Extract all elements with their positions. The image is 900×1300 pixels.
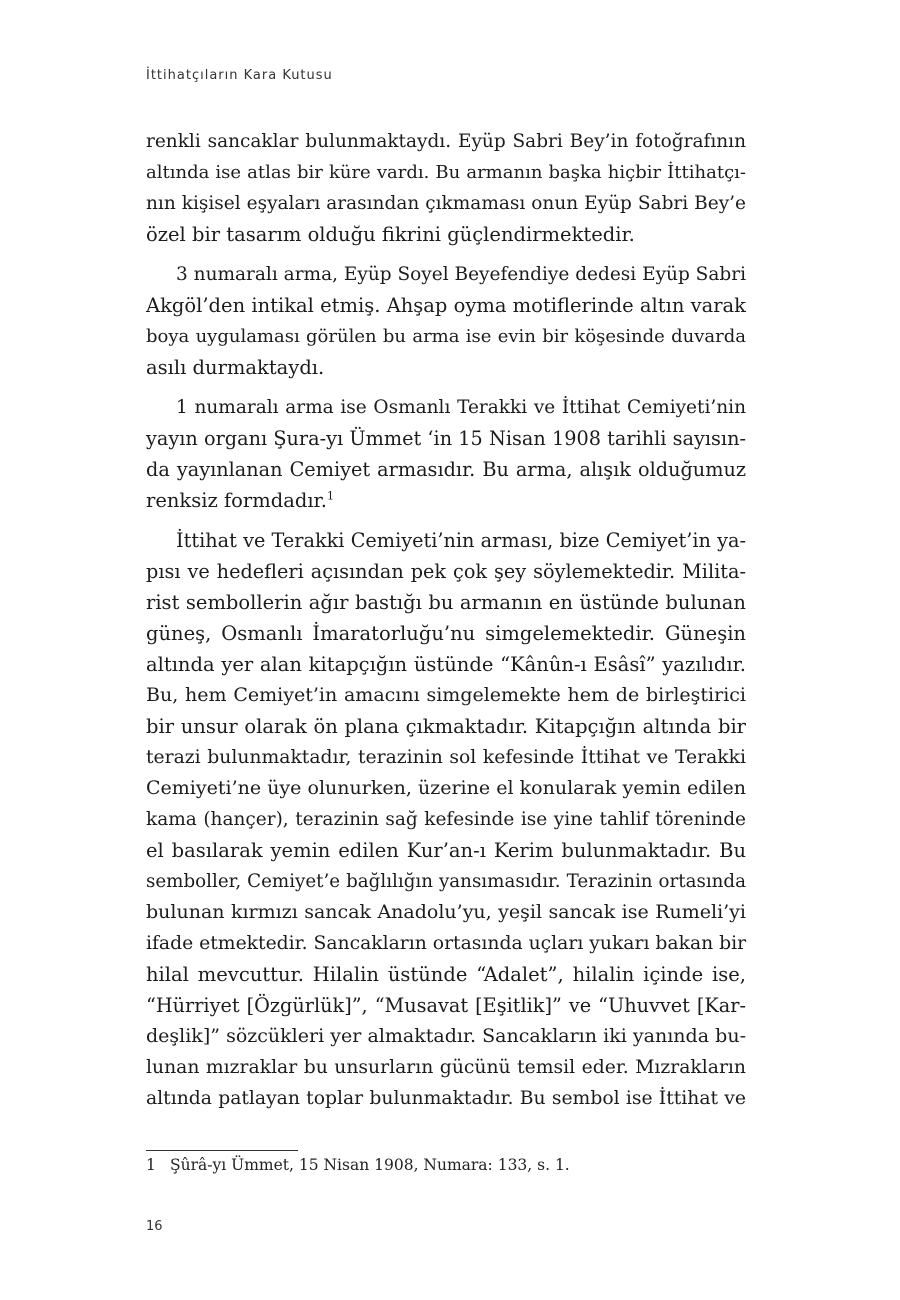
body-line: deşlik]” sözcükleri yer almaktadır. Sancakların iki yanında bu- xyxy=(146,1025,746,1047)
body-line: Cemiyeti’ne üye olunurken, üzerine el konularak yemin edilen xyxy=(146,777,746,799)
body-line: renkli sancaklar bulunmaktaydı. Eyüp Sabri Bey’in fotoğrafının xyxy=(146,131,746,152)
body-line: altında ise atlas bir küre vardı. Bu armanın başka hiçbir İttihatçı- xyxy=(146,162,746,183)
page-number: 16 xyxy=(146,1219,163,1234)
body-line: “Hürriyet [Özgürlük]”, “Musavat [Eşitlik]” ve “Uhuvvet [Kar- xyxy=(146,994,746,1017)
body-line: el basılarak yemin edilen Kur’an-ı Kerim bulunmaktadır. Bu xyxy=(146,839,746,862)
body-text xyxy=(146,126,746,1114)
body-line: kama (hançer), terazinin sağ kefesinde ise yine tahlif töreninde xyxy=(146,809,746,830)
running-head: İttihatçıların Kara Kutusu xyxy=(146,68,333,83)
body-line: Bu, hem Cemiyet’in amacını simgelemekte hem de birleştirici xyxy=(146,684,746,706)
body-line: lunan mızraklar bu unsurların gücünü temsil eder. Mızrakların xyxy=(146,1057,746,1078)
body-line-with-footnote xyxy=(146,485,746,516)
body-line: boya uygulaması görülen bu arma ise evin bir köşesinde duvarda xyxy=(146,326,746,347)
body-line: rist sembollerin ağır bastığı bu armanın en üstünde bulunan xyxy=(146,591,746,614)
body-line: güneş, Osmanlı İmaratorluğu’nu simgelemektedir. Güneşin xyxy=(146,622,746,645)
footnote-text: Şûrâ-yı Ümmet, 15 Nisan 1908, Numara: 133, s. 1. xyxy=(170,1156,570,1174)
body-line: ifade etmektedir. Sancakların ortasında uçları yukarı bakan bir xyxy=(146,933,747,954)
body-line: yayın organı Şura-yı Ümmet ‘in 15 Nisan 1908 tarihli sayısın- xyxy=(146,427,746,450)
body-line: semboller, Cemiyet’e bağlılığın yansımasıdır. Terazinin ortasında xyxy=(146,871,746,892)
body-line: terazi bulunmaktadır, terazinin sol kefesinde İttihat ve Terakki xyxy=(146,747,746,768)
body-line: pısı ve hedefleri açısından pek çok şey söylemektedir. Milita- xyxy=(146,560,746,583)
footnote-number: 1 xyxy=(146,1156,156,1174)
body-line: İttihat ve Terakki Cemiyeti’nin arması, bize Cemiyet’in ya- xyxy=(176,529,746,552)
body-line: asılı durmaktaydı. xyxy=(146,356,325,379)
body-line: da yayınlanan Cemiyet armasıdır. Bu arma, alışık olduğumuz xyxy=(146,458,746,481)
footnote xyxy=(146,1156,570,1174)
body-line: 1 numaralı arma ise Osmanlı Terakki ve İttihat Cemiyeti’nin xyxy=(176,397,746,418)
body-line-text: renksiz formdadır. xyxy=(146,489,327,512)
body-line: 3 numaralı arma, Eyüp Soyel Beyefendiye dedesi Eyüp Sabri xyxy=(176,264,746,285)
body-line: bir unsur olarak ön plana çıkmaktadır. Kitapçığın altında bir xyxy=(146,715,746,738)
body-line: altında yer alan kitapçığın üstünde “Kânûn-ı Esâsî” yazılıdır. xyxy=(146,653,746,676)
footnote-marker[interactable]: 1 xyxy=(326,489,334,503)
body-line: nın kişisel eşyaları arasından çıkmaması onun Eyüp Sabri Bey’e xyxy=(146,193,746,214)
body-line: bulunan kırmızı sancak Anadolu’yu, yeşil sancak ise Rumeli’yi xyxy=(146,901,746,923)
body-line: hilal mevcuttur. Hilalin üstünde “Adalet”, hilalin içinde ise, xyxy=(146,963,746,986)
body-line: özel bir tasarım olduğu fikrini güçlendirmektedir. xyxy=(146,223,635,246)
footnote-divider xyxy=(146,1150,298,1151)
body-line: altında patlayan toplar bulunmaktadır. Bu sembol ise İttihat ve xyxy=(146,1088,746,1109)
body-line: Akgöl’den intikal etmiş. Ahşap oyma motiflerinde altın varak xyxy=(146,294,746,317)
